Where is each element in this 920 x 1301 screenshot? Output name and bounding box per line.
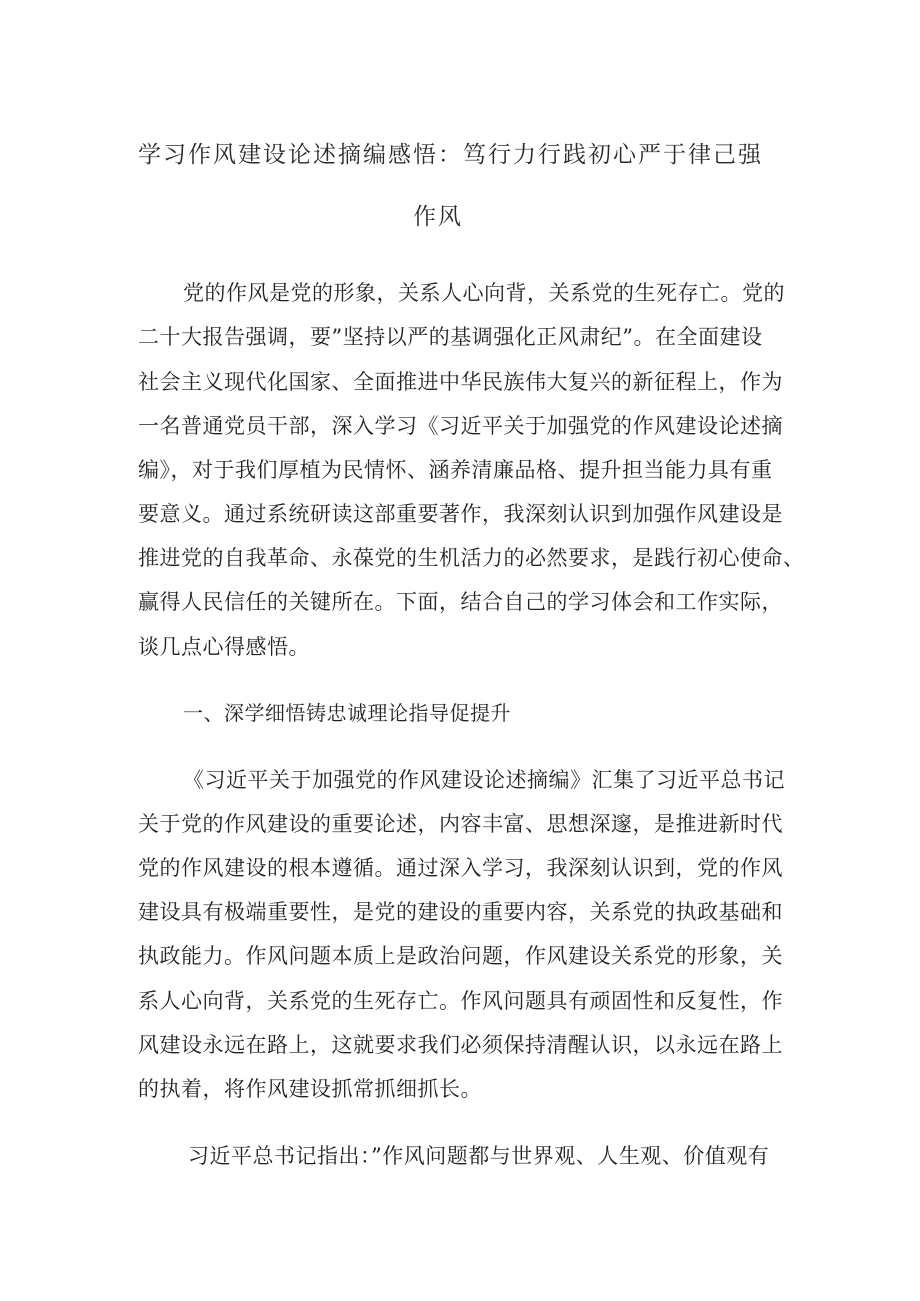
document-title-line-2: 作风: [413, 204, 463, 230]
paragraph-1-line: 一名普通党员干部，深入学习《习近平关于加强党的作风建设论述摘: [138, 414, 783, 438]
paragraph-2-line: 执政能力。作风问题本质上是政治问题，作风建设关系党的形象，关: [138, 944, 783, 968]
paragraph-2-line: 党的作风建设的根本遵循。通过深入学习，我深刻认识到，党的作风: [138, 856, 783, 880]
paragraph-2-line: 的执着，将作风建设抓常抓细抓长。: [138, 1077, 482, 1101]
paragraph-3-line: 习近平总书记指出：”作风问题都与世界观、人生观、价值观有: [188, 1144, 770, 1168]
paragraph-1-line: 要意义。通过系统研读这部重要著作，我深刻认识到加强作风建设是: [138, 502, 783, 526]
paragraph-1-line: 二十大报告强调，要”坚持以严的基调强化正风肃纪”。在全面建设: [138, 325, 763, 349]
paragraph-2-line: 风建设永远在路上，这就要求我们必须保持清醒认识，以永远在路上: [138, 1033, 783, 1057]
paragraph-2-line: 关于党的作风建设的重要论述，内容丰富、思想深邃，是推进新时代: [138, 812, 783, 836]
paragraph-1-line: 编》，对于我们厚植为民情怀、涵养清廉品格、提升担当能力具有重: [138, 458, 773, 482]
document-title-line-1: 学习作风建设论述摘编感悟：笃行力行践初心严于律己强: [138, 142, 763, 168]
paragraph-1-line: 谈几点心得感悟。: [138, 635, 310, 659]
paragraph-2-line: 建设具有极端重要性，是党的建设的重要内容，关系党的执政基础和: [138, 900, 783, 924]
paragraph-2-line: 《习近平关于加强党的作风建设论述摘编》汇集了习近平总书记: [183, 768, 785, 792]
paragraph-1-line: 党的作风是党的形象，关系人心向背，关系党的生死存亡。党的: [183, 281, 785, 305]
paragraph-1-line: 推进党的自我革命、永葆党的生机活力的必然要求，是践行初心使命、: [138, 546, 805, 570]
paragraph-2-line: 系人心向背，关系党的生死存亡。作风问题具有顽固性和反复性，作: [138, 989, 783, 1013]
section-heading: 一、深学细悟铸忠诚理论指导促提升: [183, 701, 511, 725]
paragraph-1-line: 赢得人民信任的关键所在。下面，结合自己的学习体会和工作实际，: [138, 590, 783, 614]
paragraph-1-line: 社会主义现代化国家、全面推进中华民族伟大复兴的新征程上，作为: [138, 370, 783, 394]
